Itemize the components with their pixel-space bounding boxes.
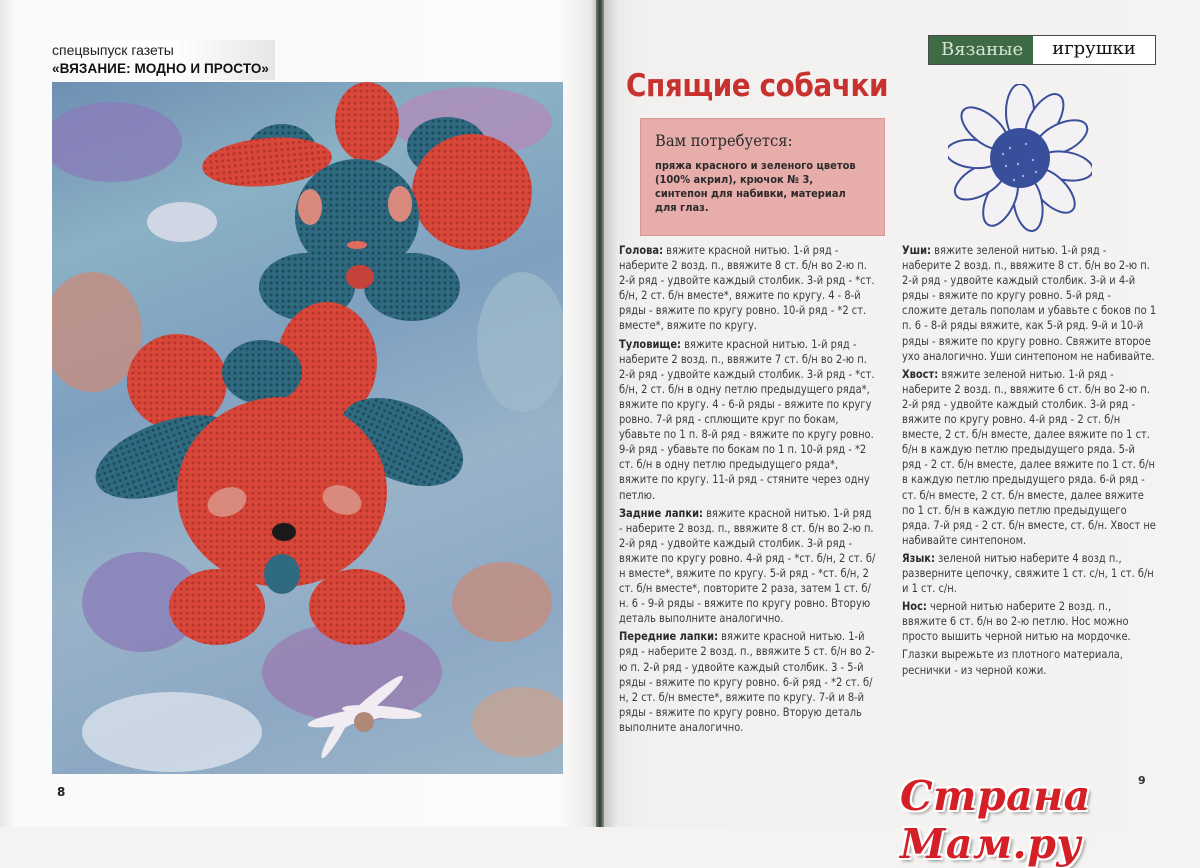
book-spine <box>596 0 604 827</box>
flower-pattern-icon <box>948 84 1092 232</box>
section-tag-part1: Вязаные <box>929 36 1033 64</box>
instruction-body: Туловище: вяжите красной нитью. 1-й ряд - наберите 2 возд. п., ввяжите 7 ст. б/н во 2-ю п. 2-й ряд - удвойте каждый столбик. 3-й ряд - *ст. б/н, 2 ст. б/н в одну петлю предыдущего ряда*, вяжите по кругу. 4 - 6-й ряды - вяжите по кругу ровно. 7-й ряд - сплющите круг по бокам, убавьте по 1 п. 8-й ряд - вяжите по кругу ровно. 9-й ряд - убавьте по бокам по 1 п. 10-й ряд - *2 ст. б/н в одну петлю предыдущего ряда*, вяжите по кругу. 11-й ряд - стяните через одну петлю. <box>619 336 875 502</box>
article-title: Спящие собачки <box>626 68 889 104</box>
toy-photo <box>52 82 563 774</box>
materials-box <box>640 118 885 236</box>
section-tag <box>928 35 1156 65</box>
instruction-ears: Уши: вяжите зеленой нитью. 1-й ряд - наберите 2 возд. п., ввяжите 8 ст. б/н во 2-ю п. 2-й ряд - удвойте каждый столбик. 3-й и 4-й ряды - вяжите по кругу ровно. 5-й ряд - сложите деталь пополам и убавьте с боков по 1 п. 6 - 8-й ряды вяжите, как 5-й ряд. 9-й и 10-й ряды - вяжите по кругу ровно. Свяжите второе ухо аналогично. Уши синтепоном не набивайте. <box>902 243 1157 363</box>
issue-title: «ВЯЗАНИЕ: МОДНО И ПРОСТО» <box>52 61 270 76</box>
instructions-column-1 <box>619 243 877 738</box>
materials-heading: Вам потребуется: <box>655 131 793 150</box>
instruction-eyes: Глазки вырежьте из плотного материала, реснички - из черной кожи. <box>902 647 1123 677</box>
materials-text: пряжа красного и зеленого цветов (100% акрил), крючок № 3, синтепон для набивки, материал для глаз. <box>655 159 856 214</box>
watermark-logo: Страна Мам.ру <box>900 772 1091 868</box>
section-tag-part2: игрушки <box>1033 36 1155 64</box>
issue-subtitle: спецвыпуск газеты <box>52 42 174 58</box>
instruction-front-legs: Передние лапки: вяжите красной нитью. 1-й ряд - наберите 2 возд. п., ввяжите 5 ст. б/н во 2-ю п. 2-й ряд - удвойте каждый столбик. 3 - 5-й ряды - вяжите по кругу ровно. 6-й ряд - *2 ст. б/н, 2 ст. б/н вместе*, вяжите по кругу. 7-й и 8-й ряды - вяжите по кругу ровно. Вторую деталь выполните аналогично. <box>619 629 875 734</box>
instruction-tongue: Язык: зеленой нитью наберите 4 возд п., разверните цепочку, свяжите 1 ст. с/н, 1 ст. б/н и 1 ст. с/н. <box>902 550 1154 596</box>
instruction-head: Голова: вяжите красной нитью. 1-й ряд - наберите 2 возд. п., ввяжите 8 ст. б/н во 2-ю п. 2-й ряд - удвойте каждый столбик. 3-й ряд - *ст. б/н, 2 ст. б/н вместе*, вяжите по кругу. 4 - 8-й ряды - вяжите по кругу ровно. 10-й ряд - *2 ст. вместе*, вяжите по кругу. <box>619 243 875 333</box>
instruction-nose: Нос: черной нитью наберите 2 возд. п., ввяжите 6 ст. б/н во 2-ю петлю. Нос можно просто вышить черной нитью на мордочке. <box>902 599 1131 644</box>
photo-illustration <box>52 82 563 774</box>
instruction-hind-legs: Задние лапки: вяжите красной нитью. 1-й ряд - наберите 2 возд. п., ввяжите 8 ст. б/н во 2-ю п. 2-й ряд - удвойте каждый столбик. 3-й ряд - вяжите по кругу ровно. 4-й ряд - *ст. б/н, 2 ст. б/н вместе*, вяжите по кругу. 5-й ряд - *ст. б/н, 2 ст. б/н вместе*, повторите 2 раза, затем 1 ст. б/н. 6 - 9-й ряды - вяжите по кругу ровно. Вторую деталь выполните аналогично. <box>619 505 876 626</box>
instructions-column-2 <box>902 243 1157 681</box>
page-number-left: 8 <box>57 785 66 799</box>
page-number-right: 9 <box>1138 774 1146 787</box>
instruction-tail: Хвост: вяжите зеленой нитью. 1-й ряд - наберите 2 возд. п., ввяжите 6 ст. б/н во 2-ю п. 2-й ряд - удвойте каждый столбик. 3-й ряд - вяжите по кругу ровно. 4-й ряд - 2 ст. б/н вместе, 2 ст. б/н вместе, далее вяжите по 1 ст. б/н в каждую петлю предыдущего ряда. 5-й ряд - 2 ст. б/н вместе, далее вяжите по 1 ст. б/н в каждую петлю предыдущего ряда. 6-й ряд - ст. б/н вместе, 2 ст. б/н вместе, далее вяжите по 1 ст. б/н в каждую петлю предыдущего ряда. 7-й ряд - 2 ст. б/н вместе, ст. б/н. Хвост не набивайте синтепоном. <box>902 366 1156 547</box>
